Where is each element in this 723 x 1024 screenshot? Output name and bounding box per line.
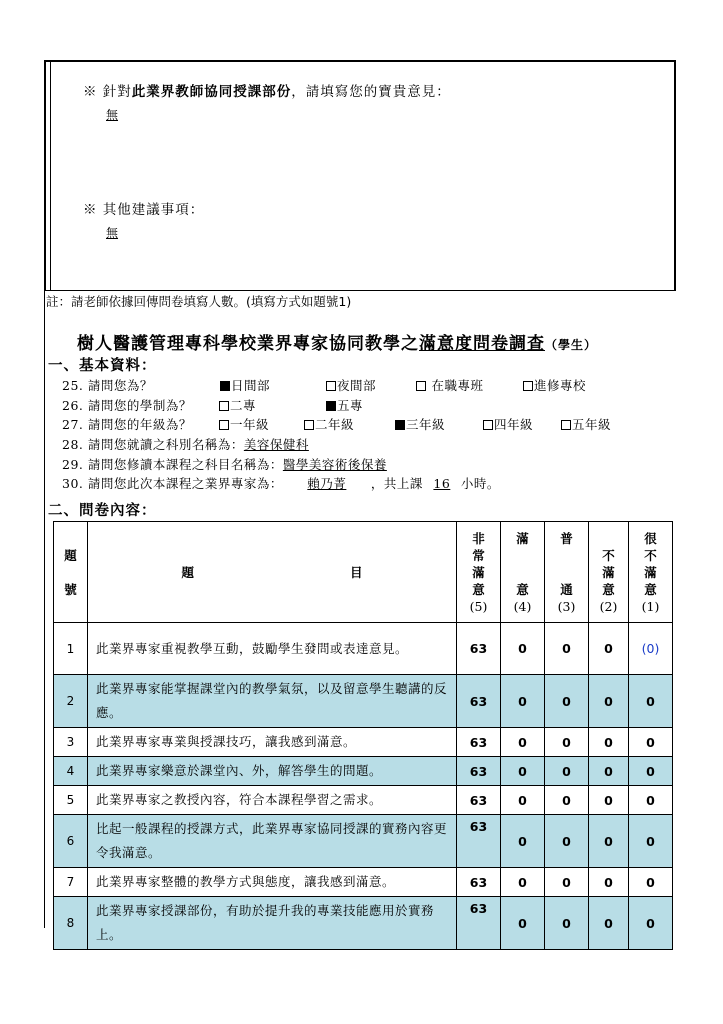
option-grade-1[interactable]: 一年級: [219, 415, 269, 433]
table-row: 2 此業界專家能掌握課堂內的教學氣氛，以及留意學生聽講的反應。 63 0 0 0 0: [54, 675, 673, 728]
table-row: 3 此業界專家專業與授課技巧，讓我感到滿意。 63 0 0 0 0: [54, 728, 673, 757]
checkbox-icon: [219, 420, 229, 430]
checkbox-icon: [304, 420, 314, 430]
checkbox-icon: [219, 401, 229, 411]
checkbox-icon: [416, 381, 426, 391]
table-row: 6 比起一般課程的授課方式，此業界專家協同授課的實務內容更令我滿意。 63 0 0 0 0: [54, 815, 673, 868]
checkbox-checked-icon: [326, 401, 336, 411]
header-number: 題 號: [54, 522, 88, 623]
option-inservice[interactable]: 在職專班: [416, 376, 483, 394]
table-row: 7 此業界專家整體的教學方式與態度，讓我感到滿意。 63 0 0 0 0: [54, 868, 673, 897]
header-item: 題 目: [88, 522, 457, 623]
checkbox-icon: [561, 420, 571, 430]
header-very-satisfied: 非 常 滿 意 (5): [457, 522, 501, 623]
hours-field[interactable]: 16: [433, 476, 451, 491]
question-29: 29. 請問您修讀本課程之科目名稱為：醫學美容術後保養: [62, 457, 387, 472]
option-grade-3[interactable]: 三年級: [395, 415, 445, 433]
option-2yr[interactable]: 二專: [219, 396, 256, 414]
comment-question-1: ※ 針對此業界教師協同授課部份，請填寫您的寶貴意見：: [83, 84, 451, 100]
table-row: 4 此業界專家樂意於課堂內、外，解答學生的問題。 63 0 0 0 0: [54, 757, 673, 786]
checkbox-checked-icon: [220, 381, 230, 391]
header-very-dissatisfied: 很 不 滿 意 (1): [629, 522, 673, 623]
checkbox-icon: [326, 381, 336, 391]
header-satisfied: 滿 意 (4): [501, 522, 545, 623]
checkbox-checked-icon: [395, 420, 405, 430]
section-questionnaire: 二、問卷內容：: [48, 502, 157, 519]
question-26: 26. 請問您的學制為？ 二專 五專: [62, 398, 364, 413]
reference-mark: ※: [83, 202, 98, 218]
table-header: [54, 522, 673, 623]
reference-mark: ※: [83, 84, 98, 100]
question-30: 30. 請問您此次本課程之業界專家為： 賴乃菁 ，共上課 16 小時。: [62, 476, 500, 491]
checkbox-icon: [483, 420, 493, 430]
survey-table: [53, 521, 673, 950]
header-neutral: 普 通 (3): [545, 522, 589, 623]
option-grade-2[interactable]: 二年級: [304, 415, 354, 433]
page-left-rule: [44, 288, 45, 928]
comment-question-2: ※ 其他建議事項：: [83, 202, 205, 218]
question-25: 25. 請問您為？ 日間部 夜間部 在職專班 進修專校: [62, 378, 587, 393]
section-basic-info: 一、基本資料：: [48, 357, 157, 374]
expert-field[interactable]: 賴乃菁: [307, 476, 347, 491]
checkbox-icon: [523, 381, 533, 391]
table-row: 1 此業界專家重視教學互動，鼓勵學生發問或表達意見。 63 0 0 0 (0): [54, 623, 673, 675]
table-row: 5 此業界專家之教授內容，符合本課程學習之需求。 63 0 0 0 0: [54, 786, 673, 815]
course-field[interactable]: 醫學美容術後保養: [282, 457, 387, 472]
comment-answer-2: 無: [106, 226, 119, 240]
comment-answer-1: 無: [106, 108, 119, 122]
department-field[interactable]: 美容保健科: [243, 437, 309, 452]
table-row: 8 此業界專家授課部份，有助於提升我的專業技能應用於實務上。 63 0 0 0 0: [54, 897, 673, 950]
fill-note: 註：請老師依據回傳問卷填寫人數。(填寫方式如題號1): [46, 294, 352, 309]
option-grade-4[interactable]: 四年級: [483, 415, 533, 433]
question-27: 27. 請問您的年級為？ 一年級 二年級 三年級 四年級 五年級: [62, 417, 612, 432]
option-day[interactable]: 日間部: [220, 376, 270, 394]
page-title: 樹人醫護管理專科學校業界專家協同教學之滿意度問卷調查（學生）: [77, 334, 598, 354]
question-28: 28. 請問您就讀之科別名稱為：美容保健科: [62, 437, 309, 452]
option-night[interactable]: 夜間部: [326, 376, 376, 394]
option-grade-5[interactable]: 五年級: [561, 415, 611, 433]
option-5yr[interactable]: 五專: [326, 396, 363, 414]
option-continuing[interactable]: 進修專校: [523, 376, 586, 394]
header-dissatisfied: 不 滿 意 (2): [589, 522, 629, 623]
